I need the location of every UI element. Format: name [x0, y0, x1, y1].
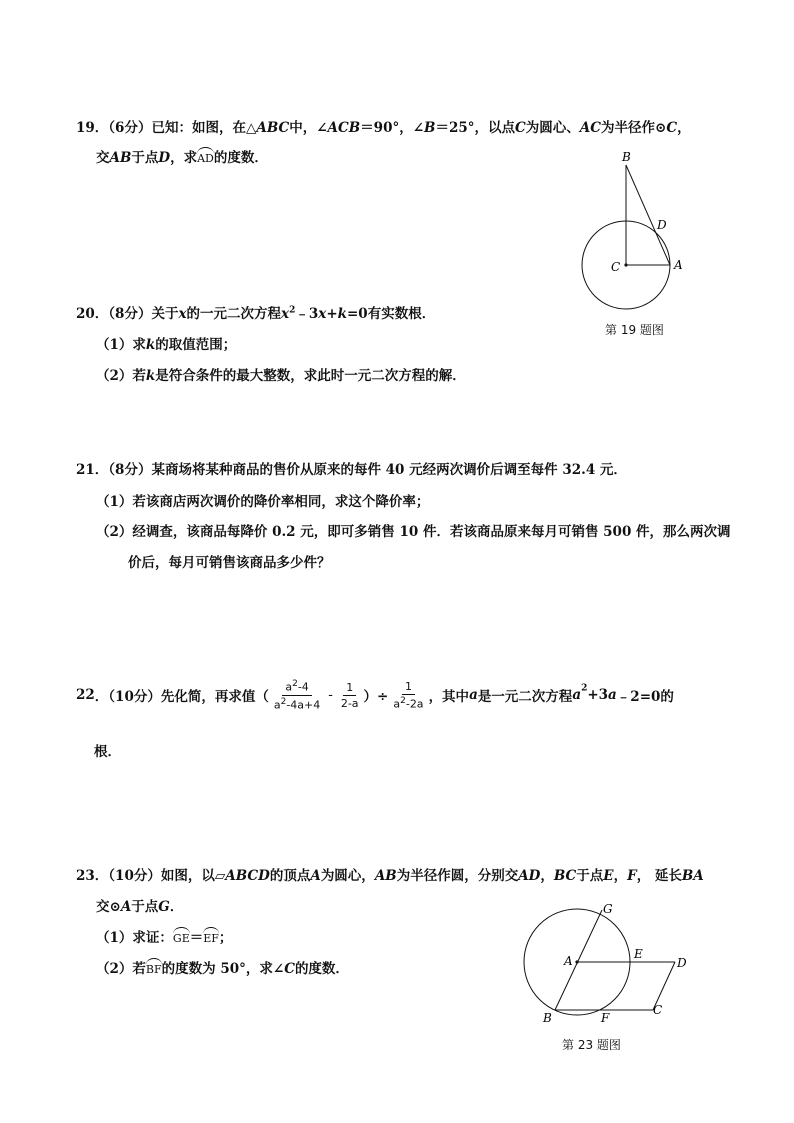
q21-part2-line2: 价后，每月可销售该商品多少件？	[128, 555, 331, 571]
q21-line1: 21．（8分）某商场将某种商品的售价从原来的每件 40 元经两次调价后调至每件 32.4 元．	[76, 462, 627, 478]
label-f: F	[601, 1011, 610, 1025]
q23-line2: 交⊙A于点G．	[96, 899, 184, 915]
q20-part2: （2）若k是符合条件的最大整数，求此时一元二次方程的解．	[96, 368, 466, 384]
label-b: B	[543, 1011, 552, 1025]
label-c: C	[653, 1003, 663, 1017]
point-c	[624, 263, 627, 266]
arc-bf: BF	[145, 963, 162, 976]
q22-line2: 根．	[94, 744, 121, 760]
label-b: B	[622, 150, 631, 164]
segment-ba	[626, 165, 670, 265]
point-a	[575, 960, 578, 963]
arc-ef: EF	[203, 932, 219, 945]
label-a: A	[564, 954, 573, 968]
label-d: D	[657, 218, 667, 232]
q23-figure	[515, 895, 705, 1030]
q23-part2: （2）若BF的度数为 50°，求∠C的度数．	[96, 961, 349, 977]
label-d: D	[677, 956, 687, 970]
q23-caption: 第 23 题图	[562, 1038, 621, 1052]
label-e: E	[634, 947, 643, 961]
label-c: C	[611, 260, 621, 274]
q19-line2: 交AB于点D，求AD的度数．	[96, 150, 268, 166]
q19-line1: 19．（6分）已知：如图，在△ABC中，∠ACB＝90°，∠B＝25°，以点C为圆心、AC为半径作⊙C，	[76, 120, 691, 136]
q22-line1: 22．（10分）先化简，再求值（ $\frac{a^2-4}{a^2-4a+4}$ - $\frac{1}{2-a}$ ）÷ $\frac{1}{a^2-2a}$ ，其中a是一元二次方程$a^2+3a﹣2=0$的	[76, 679, 674, 712]
fraction-1: $\frac{a^2-4}{a^2-4a+4}$	[273, 679, 321, 712]
segment-bg	[555, 910, 602, 1010]
q20-line1: 20．（8分）关于x的一元二次方程$x^2﹣3x+k=0$有实数根．	[76, 305, 436, 322]
arc-ad: AD	[197, 152, 214, 165]
q21-part1: （1）若该商店两次调价的降价率相同，求这个降价率；	[96, 494, 430, 510]
q23-part1: （1）求证：GE＝EF；	[96, 930, 233, 946]
label-a: A	[674, 258, 683, 272]
fraction-2: $\frac{1}{2-a}$	[340, 680, 359, 710]
q21-part2-line1: （2）经调查，该商品每降价 0.2 元，即可多销售 10 件．若该商品原来每月可销售 500 件，那么两次调	[96, 524, 731, 540]
q19-figure	[570, 145, 690, 320]
fraction-3: $\frac{1}{a^2-2a}$	[393, 679, 424, 711]
label-g: G	[603, 902, 613, 916]
q20-part1: （1）求k的取值范围；	[96, 337, 237, 353]
q23-line1: 23．（10分）如图，以▱ABCD的顶点A为圆心，AB为半径作圆，分别交AD，BC于点E，F， 延长BA	[76, 868, 704, 884]
q19-caption: 第 19 题图	[605, 323, 664, 337]
arc-ge: GE	[172, 932, 190, 945]
